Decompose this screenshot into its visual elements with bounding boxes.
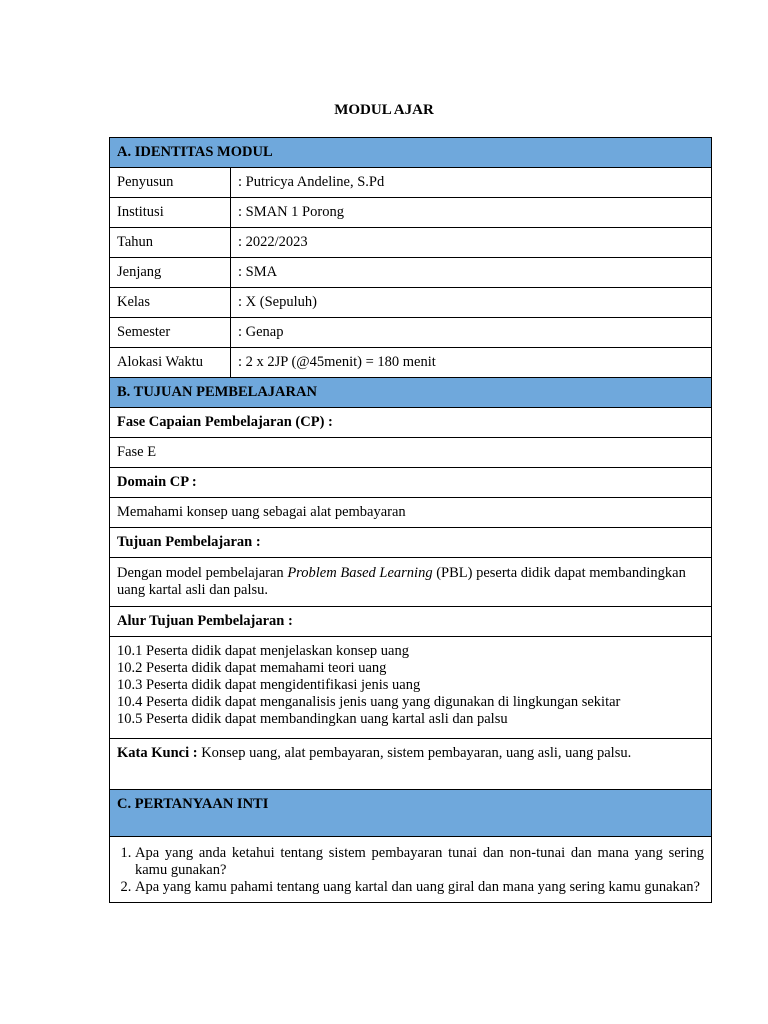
tp-text-model: Problem Based Learning: [287, 565, 433, 581]
domain-label: Domain CP :: [110, 468, 712, 498]
atp-item: 10.3 Peserta didik dapat mengidentifikasi jenis uang: [117, 677, 421, 693]
identitas-row-semester: [110, 318, 712, 348]
atp-list-row: [110, 637, 712, 739]
identitas-label: Jenjang: [110, 258, 231, 288]
modul-table: [109, 137, 712, 903]
cp-value-row: [110, 438, 712, 468]
identitas-value: : Genap: [231, 318, 712, 348]
identitas-label: Penyusun: [110, 168, 231, 198]
atp-item: 10.5 Peserta didik dapat membandingkan uang kartal asli dan palsu: [117, 711, 508, 727]
tp-label: Tujuan Pembelajaran :: [110, 528, 712, 558]
question-item: 2. Apa yang kamu pahami tentang uang kartal dan uang giral dan mana yang sering kamu gunakan?: [135, 879, 704, 896]
kata-kunci-row: [110, 739, 712, 790]
section-a-header-row: [110, 138, 712, 168]
atp-item: 10.1 Peserta didik dapat menjelaskan konsep uang: [117, 643, 409, 659]
identitas-row-tahun: [110, 228, 712, 258]
identitas-label: Tahun: [110, 228, 231, 258]
cp-label-row: [110, 408, 712, 438]
question-item: 1. Apa yang anda ketahui tentang sistem pembayaran tunai dan non-tunai dan mana yang sering kamu gunakan?: [135, 845, 704, 879]
identitas-label: Kelas: [110, 288, 231, 318]
identitas-label: Alokasi Waktu: [110, 348, 231, 378]
identitas-row-alokasi: [110, 348, 712, 378]
tp-text-after: (PBL) peserta didik dapat membandingkan uang kartal asli dan palsu.: [117, 565, 686, 598]
tp-label-row: [110, 528, 712, 558]
page-title: MODUL AJAR: [334, 102, 434, 118]
identitas-row-kelas: [110, 288, 712, 318]
section-b-header-row: [110, 378, 712, 408]
section-a-header: A. IDENTITAS MODUL: [110, 138, 712, 168]
identitas-value: : SMA: [231, 258, 712, 288]
identitas-value: : X (Sepuluh): [231, 288, 712, 318]
identitas-value: : 2022/2023: [231, 228, 712, 258]
section-b-header: B. TUJUAN PEMBELAJARAN: [110, 378, 712, 408]
identitas-value: : SMAN 1 Porong: [231, 198, 712, 228]
identitas-label: Institusi: [110, 198, 231, 228]
tp-text-before: Dengan model pembelajaran: [117, 565, 288, 581]
domain-value: Memahami konsep uang sebagai alat pembayaran: [110, 498, 712, 528]
identitas-value: : 2 x 2JP (@45menit) = 180 menit: [231, 348, 712, 378]
kata-kunci: [110, 739, 712, 790]
domain-label-row: [110, 468, 712, 498]
cp-value: Fase E: [110, 438, 712, 468]
atp-label: Alur Tujuan Pembelajaran :: [110, 607, 712, 637]
tp-text: [110, 558, 712, 607]
questions-cell: [110, 837, 712, 903]
atp-list: [110, 637, 712, 739]
questions-row: [110, 837, 712, 903]
kata-kunci-label: Kata Kunci :: [117, 745, 198, 761]
section-c-header-row: [110, 790, 712, 837]
identitas-row-penyusun: [110, 168, 712, 198]
section-c-header: C. PERTANYAAN INTI: [110, 790, 712, 837]
identitas-label: Semester: [110, 318, 231, 348]
domain-value-row: [110, 498, 712, 528]
atp-label-row: [110, 607, 712, 637]
identitas-row-jenjang: [110, 258, 712, 288]
atp-item: 10.2 Peserta didik dapat memahami teori uang: [117, 660, 387, 676]
kata-kunci-value: Konsep uang, alat pembayaran, sistem pembayaran, uang asli, uang palsu.: [197, 745, 632, 761]
questions-list: [117, 845, 704, 896]
cp-label: Fase Capaian Pembelajaran (CP) :: [110, 408, 712, 438]
identitas-row-institusi: [110, 198, 712, 228]
tp-text-row: [110, 558, 712, 607]
identitas-value: : Putricya Andeline, S.Pd: [231, 168, 712, 198]
atp-item: 10.4 Peserta didik dapat menganalisis jenis uang yang digunakan di lingkungan sekitar: [117, 694, 621, 710]
